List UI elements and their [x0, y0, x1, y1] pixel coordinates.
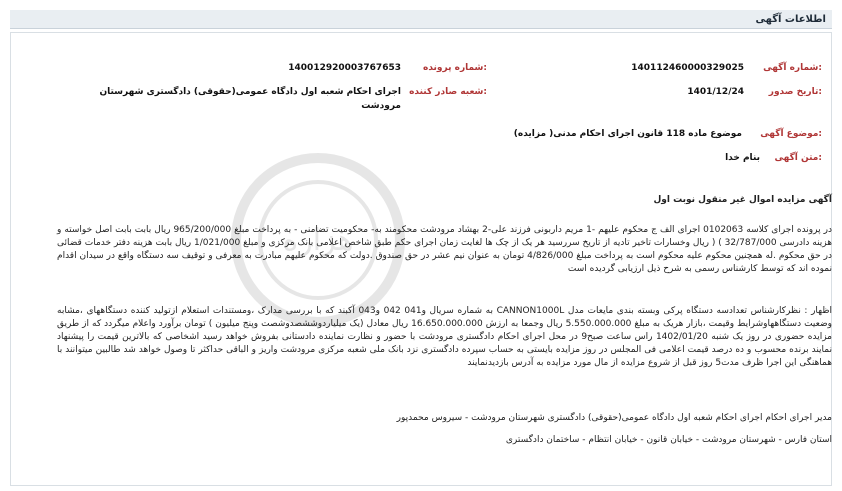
ad-paragraph-1: در پرونده اجرای کلاسه 0102063 اجرای الف ج محکوم علیهم -1 مریم داربونی فرزند علی-2 بهشاد مرودشت محکومند به- محکومیت تضامنی - به پرداخت مبلغ 965/200/000 ریال بابت بابت اصل خواسته و هزینه دادرسی 32/787/000 ) ( ریال وخسارات تاخیر تادیه از تاریخ سررسید هر یک از چک ها لغایت زمان اجرای حکم طبق شاخص اعلامی بانک مرکزی و مبلغ 1/021/000 ریال بابت هزینه دفتر خدمات قضائی در حق محکوم .له همچنین محکوم علیه محکوم است به پرداخت مبلغ 4/826/000 تومان به عنوان نیم عشر در حق صندوق .دولت که محکوم علیهم مبادرت به معرفی و توقیف سه دستگاه واقع در سیدان اقدام نموده اند که توسط کارشناس رسمی به شرح ذیل ارزیابی گردیده است	[57, 225, 833, 274]
issue-date-value: 1401/12/24	[687, 87, 744, 97]
file-number-label: شماره پرونده:	[423, 63, 487, 73]
ad-number-value: 140112460000329025	[631, 63, 744, 73]
ad-number-label: شماره آگهی:	[763, 63, 822, 73]
section-header	[10, 10, 832, 29]
issuing-branch-label: شعبه صادر کننده:	[409, 87, 487, 97]
section-title: اطلاعات آگهی	[755, 14, 826, 25]
ad-signature: مدیر اجرای احکام اجرای احکام شعبه اول دادگاه عمومی(حقوقی) دادگستری شهرستان مرودشت - سیروس محمدپور	[396, 413, 832, 423]
file-number-value: 140012920003767653	[288, 63, 401, 73]
ad-heading: آگهی مزایده اموال غیر منقول نوبت اول	[653, 195, 832, 205]
watermark-text: هزاره	[282, 223, 354, 258]
ad-text-label: متن آگهی:	[774, 153, 822, 163]
subject-value: موضوع ماده 118 قانون اجرای احکام مدنی( مزایده)	[513, 129, 742, 139]
issuing-branch-line2: مرودشت	[361, 101, 401, 111]
issuing-branch-line1: اجرای احکام شعبه اول دادگاه عمومی(حقوقی) دادگستری شهرستان	[99, 87, 401, 97]
ad-paragraph-2: اظهار : نظرکارشناس تعدادسه دستگاه پرکی وبسته بندی مایعات مدل CANNON1000L به شماره سریال و041 042 و043 آکبند که با بررسی مدارک ،ومستندات استعلام ازتولید کننده دستگاههای ،مشابه وضعیت دستگاههاوشرایط وقیمت ،بازار هریک به مبلغ 5.550.000.000 ریال وجمعا به ارزش 16.650.000.000 ریال معادل (یک میلیاردوششصدوشصت وپنج میلیون ) تومان برآورد واعلام میگردد که از طریق مزایده حضوری در روز یک شنبه 1402/01/20 راس ساعت صبح9 در محل اجرای احکام دادگستری مرودشت با حضور و نظارت نماینده دادستانی بفروش خواهد رسید اشخاصی که بالاترین قیمت را پیشنهاد نمایند برنده محسوب و ده درصد قیمت اعلامی فی المجلس در روز مزایده بایستی به حساب سپرده دادگستری نزد بانک ملی شعبه مرکزی مرودشت واریز و الباقی حداکثر تا وصول خواهد شد طالبین میتوانند با هماهنگی این اجرا ظرف مدت5 روز قبل از شروع مزایده از مال مورد مزایده به آدرس بازدیدنمایند	[57, 306, 832, 368]
ad-address: استان فارس - شهرستان مرودشت - خیابان قانون - خیابان انتظام - ساختمان دادگستری	[505, 435, 832, 445]
issue-date-label: تاریخ صدور:	[768, 87, 822, 97]
subject-label: موضوع آگهی:	[760, 129, 822, 139]
ad-text-intro: بنام خدا	[725, 153, 760, 163]
